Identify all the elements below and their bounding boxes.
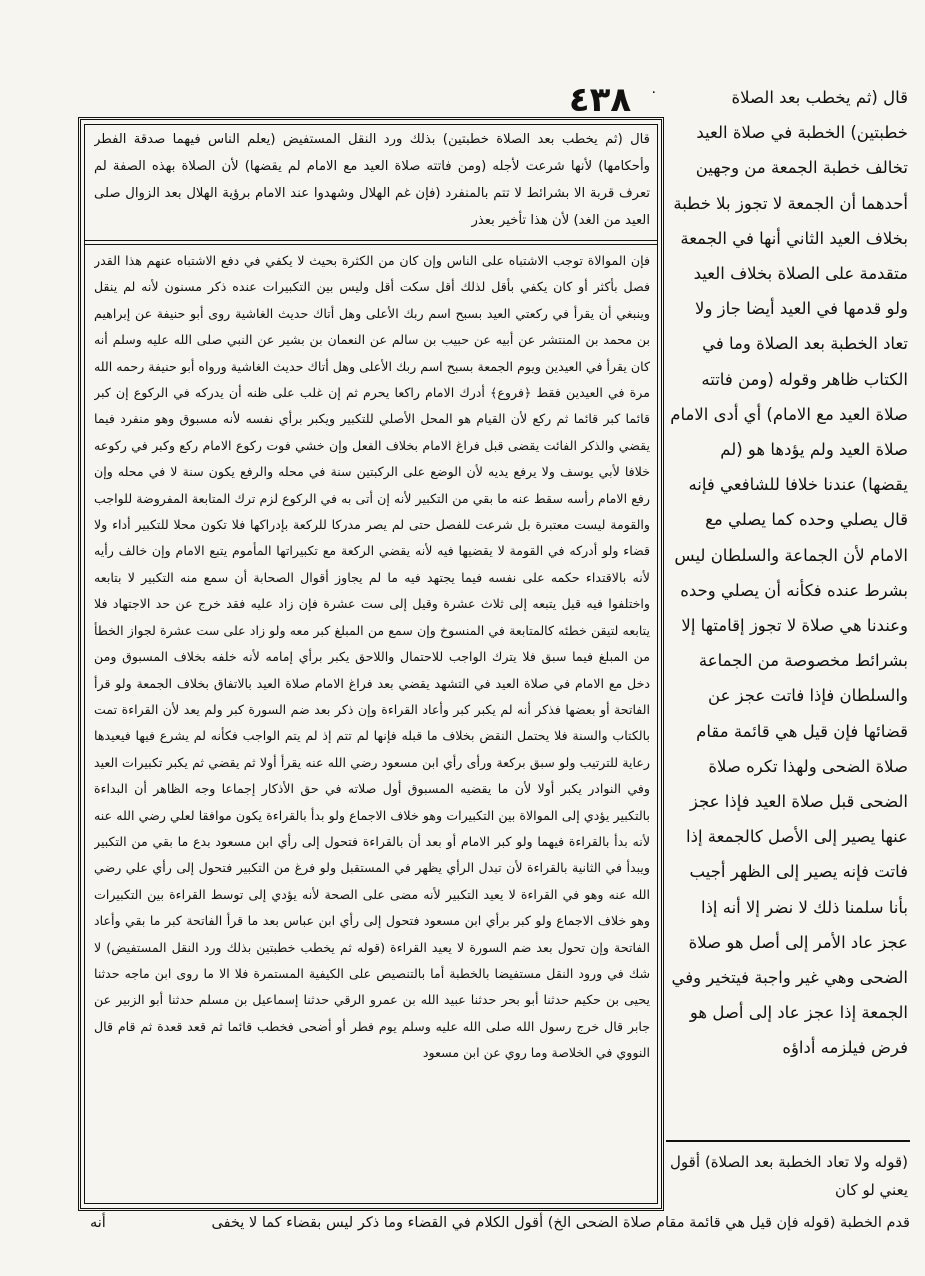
footer-catchword: أنه <box>90 1215 106 1231</box>
matn-block <box>94 126 650 238</box>
margin-note: (قوله ولا تعاد الخطبة بعد الصلاة) أقول يعني لو كان <box>670 1153 908 1199</box>
margin-gloss-column: قال (ثم يخطب بعد الصلاة خطبتين) الخطبة في صلاة العيد تخالف خطبة الجمعة من وجهين أحدهما أن الجمعة لا تجوز بلا خطبة بخلاف العيد الثاني أنها في الجمعة متقدمة على الصلاة بخلاف العيد ولو قدمها في العيد أيضا جاز ولا تعاد الخطبة بعد الصلاة وما في الكتاب ظاهر وقوله (ومن فاتته صلاة العيد مع الامام) أي أدى الامام صلاة العيد ولم يؤدها هو (لم يقضها) عندنا خلافا للشافعي فإنه قال يصلي وحده كما يصلي مع الامام لأن الجماعة والسلطان ليس بشرط عنده فكأنه أن يصلي وحده وعندنا هي صلاة لا تجوز إقامتها إلا بشرائط مخصوصة من الجماعة والسلطان فإذا فاتت عجز عن قضائها فإن قيل هي قائمة مقام صلاة الضحى ولهذا تكره صلاة الضحى قبل صلاة العيد فإذا عجز عنها يصير إلى الأصل كالجمعة إذا فاتت فإنه يصير إلى الظهر أجيب بأنا سلمنا ذلك لا نضر إلا أنه إذا عجز عاد الأمر إلى أصل هو صلاة الضحى وهي غير واجبة فيتخير وفي الجمعة إذا عجز عاد إلى أصل هو فرض فيلزمه أداؤه <box>670 88 908 1058</box>
commentary-paragraph-2: ﴿فروع﴾ أدرك الامام راكعا يحرم ثم إن غلب على ظنه أن يدركه في الركوع إن كبر قائما كبر قائما ثم ركع لأن القيام هو المحل الأصلي للتكبير ويكبر برأي نفسه لأنه مسبوق وهو منفرد فيما يقضي والذكر الفائت يقضى قبل فراغ الامام بخلاف الفعل وإن خشي فوت ركوع الامام ركع وكبر في ركوعه خلافا لأبي يوسف ولا يرفع يديه لأن الوضع على الركبتين سنة في محله والرفع يكون سنة لا في محله وإن رفع الامام رأسه سقط عنه ما بقي من التكبير لأنه إن أتى به في الركوع لزم ترك المتابعة المفروضة للواجب والقومة ليست معتبرة بل شرعت للفصل حتى لم يصر مدركا للركعة بإدراكها فلا تكون محلا للتكبير أداء ولا قضاء ولو أدركه في القومة لا يقضيها فيه لأنه يقضي الركعة مع تكبيراتها المأموم يتبع الامام وإن خالف رأيه لأنه بالاقتداء حكمه على نفسه فيما يجتهد فيه ما لم يجاوز أقوال الصحابة أن سمع منه التكبير لا بتابعه واختلفوا فيه قيل يتبعه إلى ثلاث عشرة وقيل إلى ست عشرة فإن زاد عليه فقد خرج عن حد الاجتهاد فلا يتابعه لتيقن خطئه كالمتابعة في المنسوخ وإن سمع من المبلغ كبر معه ولو زاد على ست عشرة لجواز الخطأ من المبلغ فيما سبق فلا يترك الواجب للاحتمال واللاحق يكبر برأي إمامه لأنه خلفه بخلاف المسبوق ومن دخل مع الامام في صلاة العيد في التشهد يقضي بعد فراغ الامام صلاة العيد بالاتفاق بخلاف الجمعة ولو قرأ الفاتحة أو بعضها فذكر أنه لم يكبر كبر وأعاد القراءة وإن ذكر بعد ضم السورة كبر ولم يعد لأن القراءة تمت بالكتاب والسنة فلا يحتمل النقض بخلاف ما قبله فإنها لم تتم إذ لم يتم الواجب فكأنه لم يشرع فيها فيعيدها رعاية للترتيب ولو سبق بركعة ورأى رأي ابن مسعود رضي الله عنه يقرأ أولا ثم يقضي ثم يكبر تكبيرات العيد وفي النوادر يكبر أولا لأن ما يقضيه المسبوق أول صلاته في حق الأذكار إجماعا وجه الظاهر أن البداءة بالتكبير يؤدي إلى الموالاة بين التكبيرات وهو خلاف الاجماع ولو بدأ بالقراءة يكون موافقا لعلي رضي الله عنه لأنه بدأ بالقراءة فيهما ولو كبر الامام أو بعد أن بالقراءة فتحول إلى رأي ابن مسعود بدع ما بقي من التكبير ويبدأ في الثانية بالقراءة لأن تبدل الرأي يظهر في المستقبل ولو فرغ من التكبير فتحول إلى رأي علي رضي الله عنه وهو في القراءة لا يعيد التكبير لأنه مضى على الصحة لأنه يؤدي إلى توسط القراءة بين التكبيرات وهو خلاف الاجماع ولو كبر برأي ابن مسعود فتحول إلى رأي ابن عباس بعد ما قرأ الفاتحة كبر ما بقي وأعاد الفاتحة وإن تحول بعد ضم السورة لا يعيد القراءة <box>94 385 650 955</box>
footer-line <box>90 1210 910 1236</box>
matn-separator-rule <box>84 240 658 245</box>
footer-text: قدم الخطبة (قوله فإن قيل هي قائمة مقام صلاة الضحى الخ) أقول الكلام في القضاء وما ذكر ليس بقضاء كما لا يخفى <box>211 1215 910 1231</box>
top-mark: ٠ <box>650 84 658 100</box>
margin-note-rule <box>666 1140 910 1142</box>
page-number: ٤٣٨ <box>568 80 632 120</box>
commentary-paragraph-3: (قوله ثم يخطب خطبتين بذلك ورد النقل المستفيض) لا شك في ورود النقل مستفيضا بالخطبة أما بالتنصيص على الكيفية المستمرة فلا الا ما روى ابن ماجه حدثنا يحيى بن حكيم حدثنا أبو بحر حدثنا عبيد الله بن عمرو الرقي حدثنا إسماعيل بن مسلم حدثنا أبو الزبير عن جابر قال خرج رسول الله صلى الله عليه وسلم يوم فطر أو أضحى فخطب قائما ثم قعد قعدة ثم قام قال النووي في الخلاصة وما روي عن ابن مسعود <box>94 939 650 1061</box>
matn-paragraph: قال (ثم يخطب بعد الصلاة خطبتين) بذلك ورد النقل المستفيض (يعلم الناس فيهما صدقة الفطر وأحكامها) لأنها شرعت لأجله (ومن فاتته صلاة العيد مع الامام لم يقضها) لأن الصلاة بهذه الصفة لم تعرف قربة الا بشرائط لا تتم بالمنفرد (فإن غم الهلال وشهدوا عند الامام برؤية الهلال بعد الزوال صلى العيد من الغد) لأن هذا تأخير بعذر <box>94 132 650 228</box>
commentary-paragraph-1: فإن الموالاة توجب الاشتباه على الناس وإن كان من الكثرة بحيث لا يكفي في دفع الاشتباه عنهم هذا القدر فصل بأكثر أو كان يكفي بأقل لذلك أقل سكت أقل وليس بين التكبيرات عنده ذكر مسنون لأنه لم ينقل وينبغي أن يقرأ في ركعتي العيد بسبح اسم ربك الأعلى وهل أتاك حديث الغاشية روى أبو حنيفة عن إبراهيم بن محمد بن المنتشر عن أبيه عن حبيب بن سالم عن النعمان بن بشير عن النبي صلى الله عليه وسلم أنه كان يقرأ في العيدين ويوم الجمعة بسبح اسم ربك الأعلى وهل أتاك حديث الغاشية ورواه أبو حنيفة رحمه الله مرة في العيدين فقط <box>94 253 650 401</box>
commentary-block <box>94 248 650 1204</box>
